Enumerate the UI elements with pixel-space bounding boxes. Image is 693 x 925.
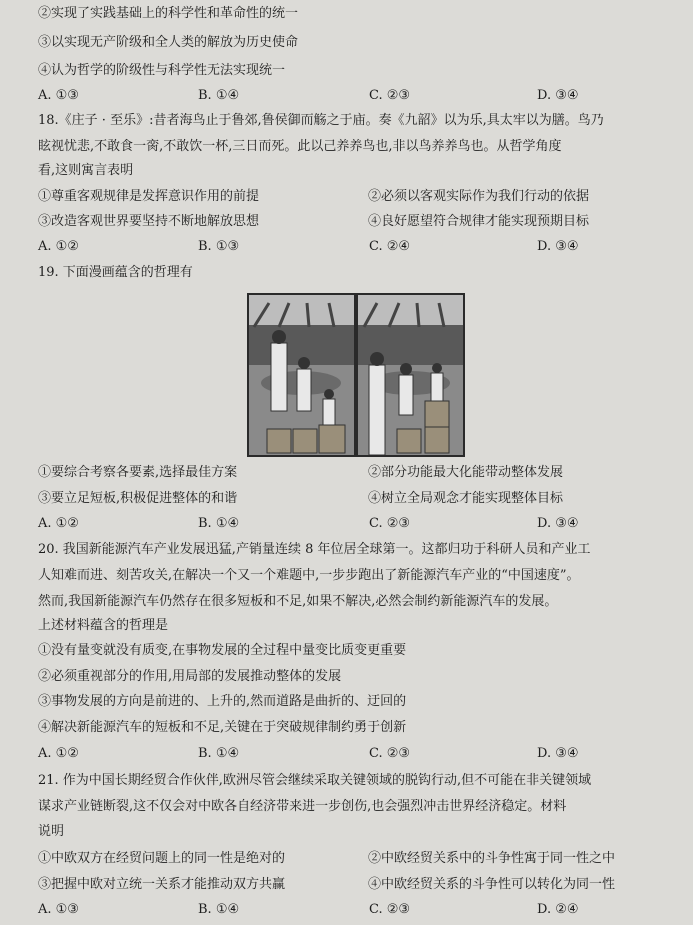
q17-choice-a: A. ①③ [38,88,79,103]
q20-choice-b: B. ①④ [198,746,240,761]
q18-choice-a: A. ①② [38,239,79,254]
q19-option-1: ①要综合考察各要素,选择最佳方案 [38,465,238,480]
q18-option-4: ④良好愿望符合规律才能实现预期目标 [368,214,590,229]
q20-stem-line-3: 然而,我国新能源汽车仍然存在很多短板和不足,如果不解决,必然会制约新能源汽车的发展。 [38,594,558,609]
q20-stem-line-4: 上述材料蕴含的哲理是 [38,618,169,633]
q18-option-1: ①尊重客观规律是发挥意识作用的前提 [38,189,260,204]
q20-choice-c: C. ②③ [369,746,411,761]
q21-option-4: ④中欧经贸关系的斗争性可以转化为同一性 [368,877,616,892]
comic-illustration [247,293,465,457]
q20-choice-d: D. ③④ [537,746,579,761]
q21-choice-c: C. ②③ [369,902,411,917]
q19-stem: 19. 下面漫画蕴含的哲理有 [38,265,193,280]
q17-choice-d: D. ③④ [537,88,579,103]
q17-option-2: ②实现了实践基础上的科学性和革命性的统一 [38,6,299,21]
q21-option-1: ①中欧双方在经贸问题上的同一性是绝对的 [38,851,286,866]
q20-stem-line-1: 20. 我国新能源汽车产业发展迅猛,产销量连续 8 年位居全球第一。这都归功于科研人员和产业工 [38,542,591,557]
q17-option-3: ③以实现无产阶级和全人类的解放为历史使命 [38,35,299,50]
q19-choice-d: D. ③④ [537,516,579,531]
q21-stem-line-1: 21. 作为中国长期经贸合作伙伴,欧洲尽管会继续采取关键领域的脱钩行动,但不可能在非关键领域 [38,773,592,788]
q20-option-4: ④解决新能源汽车的短板和不足,关键在于突破规律制约勇于创新 [38,720,407,735]
q17-option-4: ④认为哲学的阶级性与科学性无法实现统一 [38,63,286,78]
q19-option-2: ②部分功能最大化能带动整体发展 [368,465,564,480]
q18-choice-c: C. ②④ [369,239,411,254]
q18-choice-d: D. ③④ [537,239,579,254]
q21-stem-line-2: 谋求产业链断裂,这不仅会对中欧各自经济带来进一步创伤,也会强烈冲击世界经济稳定。材料 [38,799,567,814]
q21-choice-b: B. ①④ [198,902,240,917]
q21-choice-d: D. ②④ [537,902,579,917]
q19-choice-b: B. ①④ [198,516,240,531]
q21-choice-a: A. ①③ [38,902,79,917]
q21-stem-line-3: 说明 [38,824,65,839]
q20-option-1: ①没有量变就没有质变,在事物发展的全过程中量变比质变更重要 [38,643,407,658]
q18-choice-b: B. ①③ [198,239,240,254]
q18-option-3: ③改造客观世界要坚持不断地解放思想 [38,214,260,229]
q19-choice-c: C. ②③ [369,516,411,531]
q17-choice-b: B. ①④ [198,88,240,103]
q19-option-4: ④树立全局观念才能实现整体目标 [368,491,564,506]
q19-choice-a: A. ①② [38,516,79,531]
q21-option-3: ③把握中欧对立统一关系才能推动双方共赢 [38,877,286,892]
q20-choice-a: A. ①② [38,746,79,761]
q20-option-3: ③事物发展的方向是前进的、上升的,然而道路是曲折的、迂回的 [38,694,407,709]
q20-stem-line-2: 人知难而进、刻苦攻关,在解决一个又一个难题中,一步步跑出了新能源汽车产业的“中国速度”。 [38,568,580,583]
q21-option-2: ②中欧经贸关系中的斗争性寓于同一性之中 [368,851,616,866]
q18-stem-line-3: 看,这则寓言表明 [38,163,134,178]
q18-stem-line-1: 18.《庄子 · 至乐》:昔者海鸟止于鲁郊,鲁侯御而觞之于庙。奏《九韶》以为乐,具太牢以为膳。鸟乃 [38,113,604,128]
q19-option-3: ③要立足短板,积极促进整体的和谐 [38,491,238,506]
q17-choice-c: C. ②③ [369,88,411,103]
q20-option-2: ②必须重视部分的作用,用局部的发展推动整体的发展 [38,669,342,684]
q18-option-2: ②必须以客观实际作为我们行动的依据 [368,189,590,204]
q18-stem-line-2: 眩视忧悲,不敢食一脔,不敢饮一杯,三日而死。此以己养养鸟也,非以鸟养养鸟也。从哲学角度 [38,139,562,154]
